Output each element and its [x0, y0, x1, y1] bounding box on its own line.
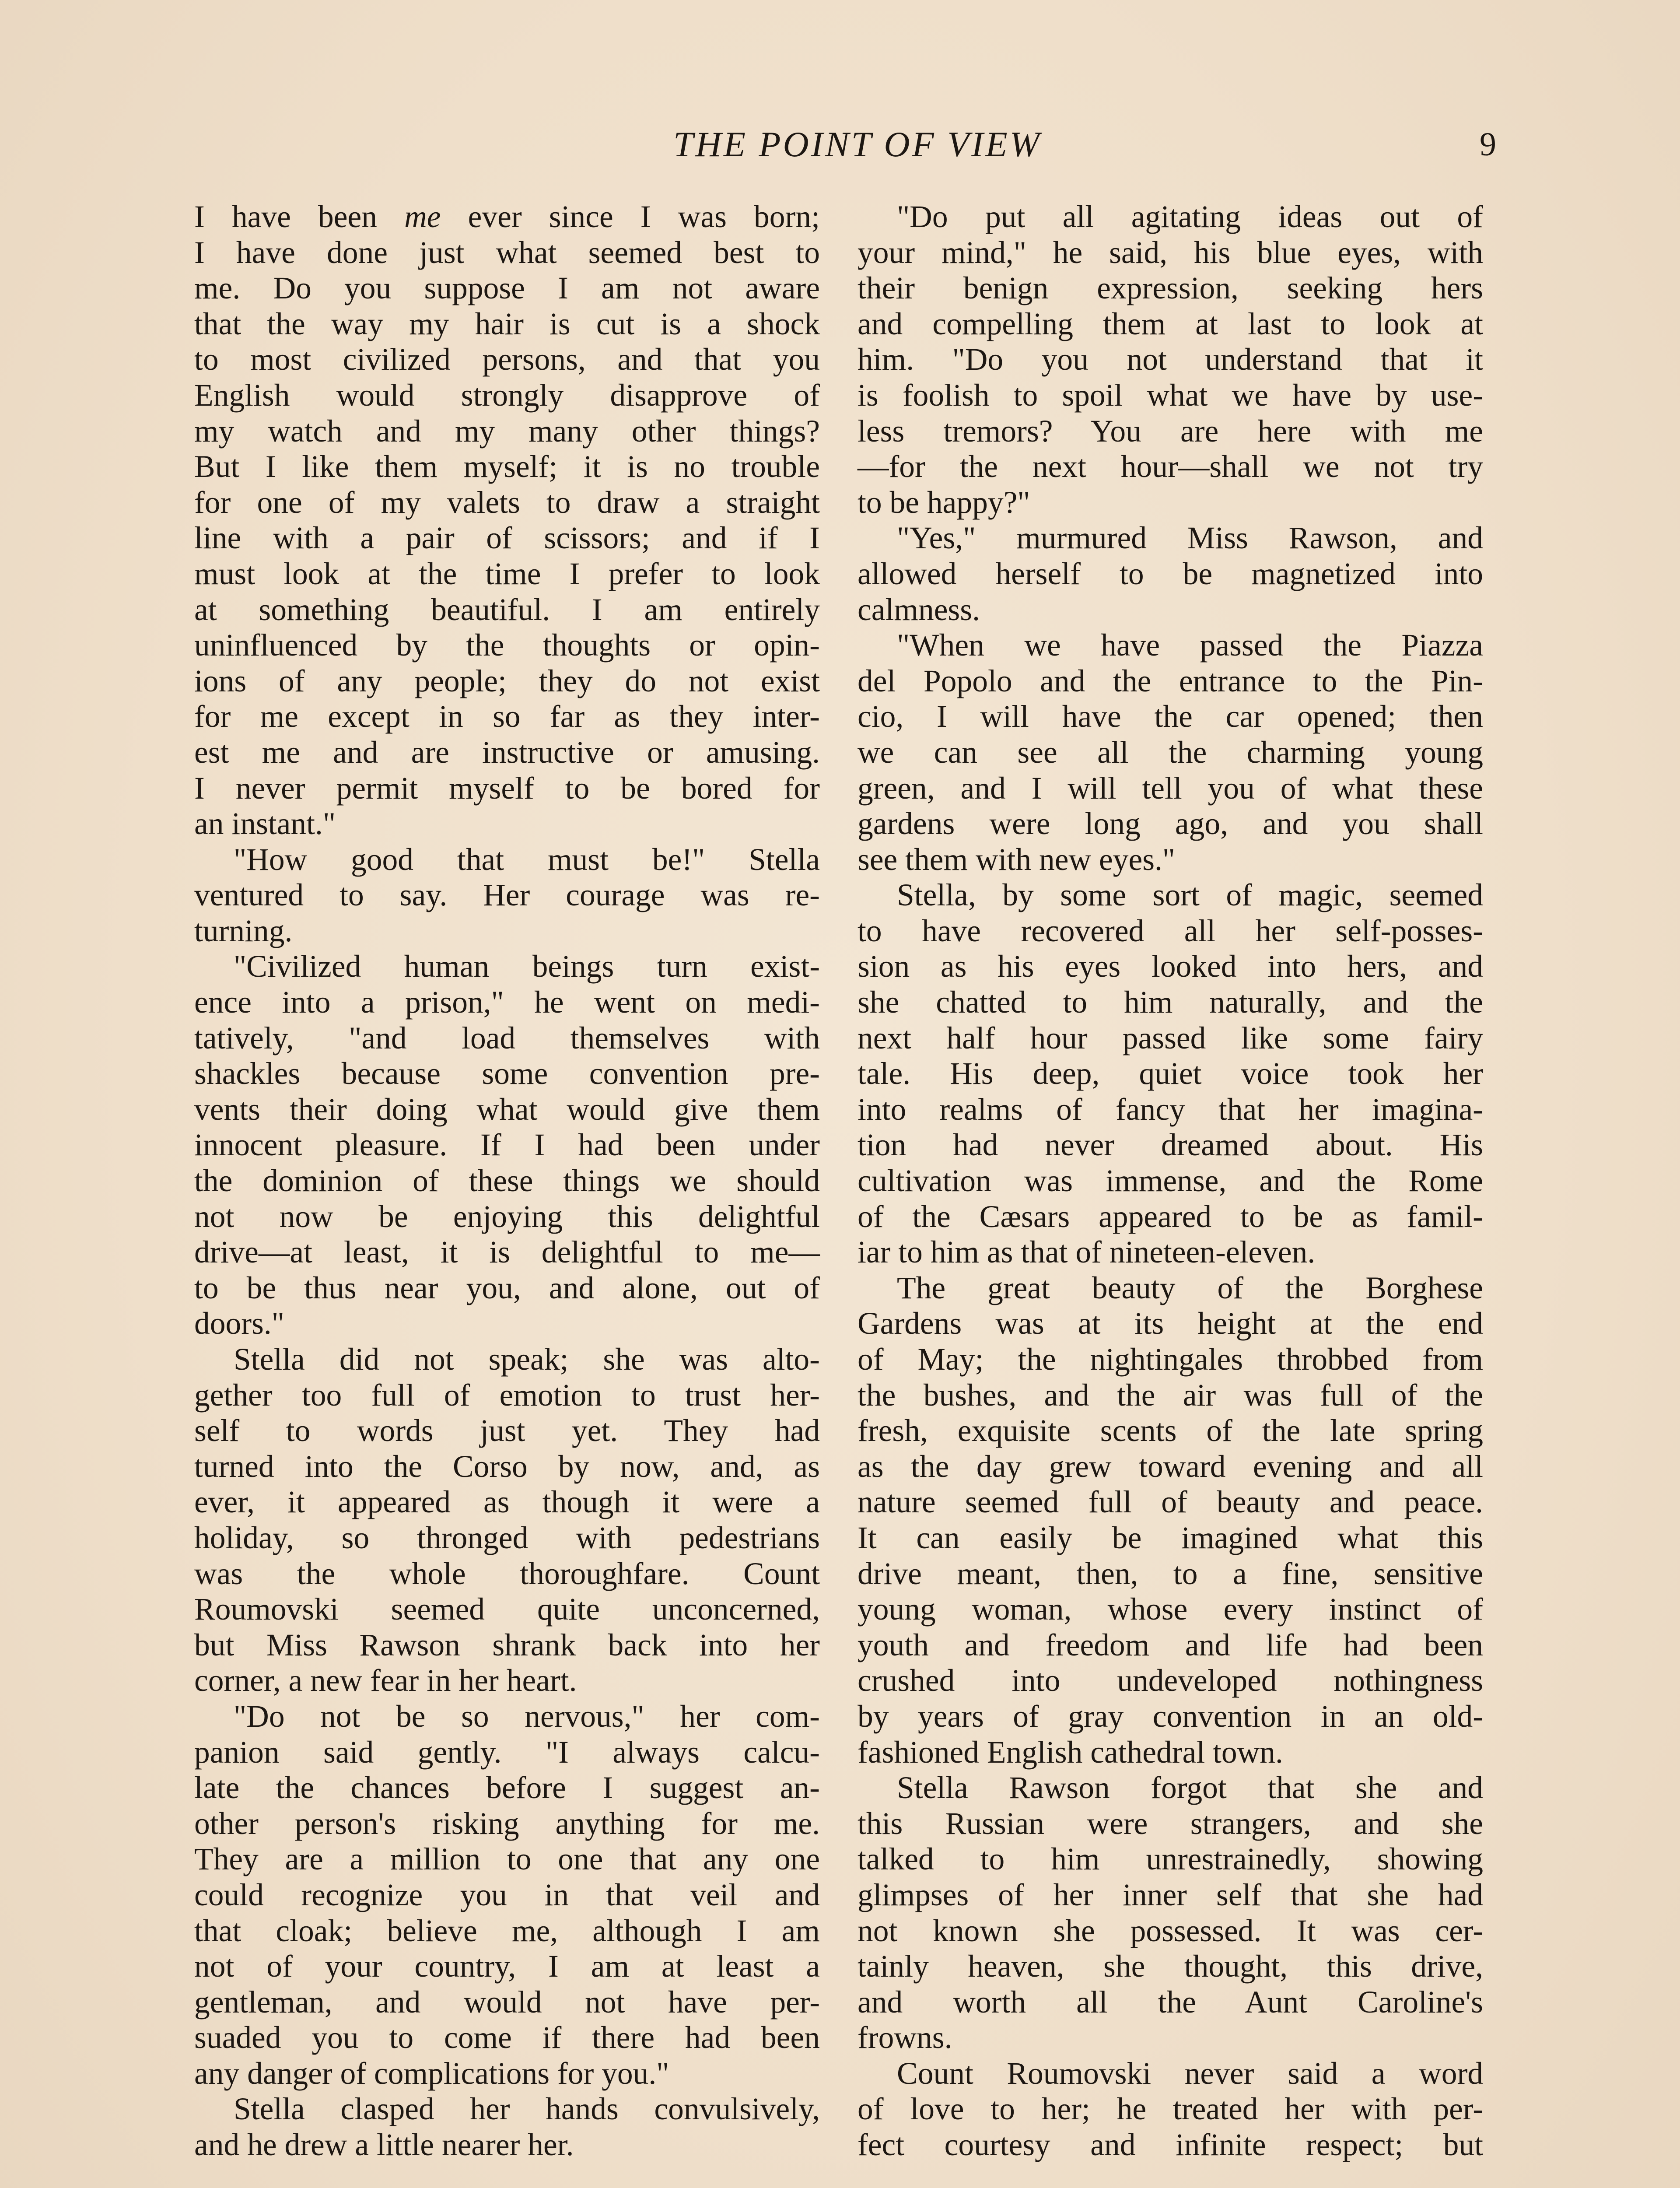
text-line: sion as his eyes looked into hers, and — [858, 949, 1483, 984]
text-line: late the chances before I suggest an- — [194, 1771, 820, 1806]
text-line: ions of any people; they do not exist — [194, 663, 820, 698]
text-line: Roumovski seemed quite unconcerned, — [194, 1592, 820, 1627]
text-line: see them with new eyes." — [858, 842, 1176, 877]
text-line: their benign expression, seeking hers — [858, 271, 1483, 306]
text-line: cultivation was immense, and the Rome — [858, 1164, 1483, 1199]
text-line: but Miss Rawson shrank back into her — [194, 1627, 820, 1662]
text-line: Count Roumovski never said a word — [897, 2056, 1483, 2091]
text-line: an instant." — [194, 806, 336, 842]
text-line: my watch and my many other things? — [194, 414, 820, 449]
text-line: fresh, exquisite scents of the late spring — [858, 1413, 1483, 1448]
text-line: nature seemed full of beauty and peace. — [858, 1485, 1483, 1520]
text-line: was the whole thoroughfare. Count — [194, 1556, 820, 1591]
text-line: "Civilized human beings turn exist- — [234, 949, 820, 984]
text-line: and he drew a little nearer her. — [194, 2128, 574, 2163]
text-line: "Do not be so nervous," her com- — [234, 1699, 820, 1734]
text-line: into realms of fancy that her imagina- — [858, 1092, 1483, 1127]
text-line: I never permit myself to be bored for — [194, 771, 820, 806]
text-line: uninfluenced by the thoughts or opin- — [194, 628, 820, 663]
text-line: calmness. — [858, 592, 980, 627]
text-line: ventured to say. Her courage was re- — [194, 878, 820, 913]
text-line: the bushes, and the air was full of the — [858, 1378, 1483, 1413]
text-line: fashioned English cathedral town. — [858, 1735, 1283, 1770]
text-line: They are a million to one that any one — [194, 1842, 820, 1877]
text-line: gentleman, and would not have per- — [194, 1985, 820, 2020]
text-line: allowed herself to be magnetized into — [858, 556, 1483, 591]
text-line: of May; the nightingales throbbed from — [858, 1342, 1483, 1377]
running-title: THE POINT OF VIEW — [673, 124, 1042, 164]
text-line: "How good that must be!" Stella — [234, 842, 820, 877]
text-line: corner, a new fear in her heart. — [194, 1663, 577, 1698]
text-line: of the Cæsars appeared to be as famil- — [858, 1199, 1483, 1234]
text-line: del Popolo and the entrance to the Pin- — [858, 663, 1483, 698]
text-line: panion said gently. "I always calcu- — [194, 1735, 820, 1770]
text-line: me. Do you suppose I am not aware — [194, 271, 820, 306]
left-text-column — [194, 199, 820, 2163]
text-line: turning. — [194, 913, 293, 948]
text-line: less tremors? You are here with me — [858, 414, 1483, 449]
text-line: gether too full of emotion to trust her- — [194, 1378, 820, 1413]
text-line: to have recovered all her self-posses- — [858, 913, 1483, 948]
text-line: for me except in so far as they inter- — [194, 699, 820, 734]
text-line: "Do put all agitating ideas out of — [897, 200, 1483, 234]
text-line: next half hour passed like some fairy — [858, 1020, 1483, 1055]
text-line: "Yes," murmured Miss Rawson, and — [897, 521, 1483, 556]
text-line: iar to him as that of nineteen-eleven. — [858, 1235, 1316, 1270]
text-line: this Russian were strangers, and she — [858, 1806, 1483, 1841]
text-line: to be thus near you, and alone, out of — [194, 1270, 820, 1305]
text-line: Stella Rawson forgot that she and — [897, 1771, 1483, 1806]
text-line: to be happy?" — [858, 485, 1030, 520]
text-line: tainly heaven, she thought, this drive, — [858, 1949, 1483, 1984]
page-header — [0, 118, 1680, 171]
text-line: talked to him unrestrainedly, showing — [858, 1842, 1483, 1877]
text-line: and compelling them at last to look at — [858, 306, 1483, 341]
text-line: holiday, so thronged with pedestrians — [194, 1520, 820, 1555]
text-line: cio, I will have the car opened; then — [858, 699, 1483, 734]
text-line: English would strongly disapprove of — [194, 378, 820, 413]
text-line: line with a pair of scissors; and if I — [194, 521, 820, 556]
right-text-column — [858, 199, 1483, 2163]
text-line: ence into a prison," he went on medi- — [194, 985, 820, 1020]
text-line: must look at the time I prefer to look — [194, 556, 820, 591]
text-line: innocent pleasure. If I had been under — [194, 1128, 820, 1163]
text-line: Stella, by some sort of magic, seemed — [897, 878, 1483, 913]
text-line: gardens were long ago, and you shall — [858, 806, 1483, 842]
text-line: drive—at least, it is delightful to me— — [194, 1235, 820, 1270]
text-line: crushed into undeveloped nothingness — [858, 1663, 1483, 1698]
text-line: "When we have passed the Piazza — [897, 628, 1483, 663]
text-line: the dominion of these things we should — [194, 1164, 820, 1199]
text-line: But I like them myself; it is no trouble — [194, 449, 820, 484]
text-line: other person's risking anything for me. — [194, 1806, 820, 1841]
text-line: we can see all the charming young — [858, 735, 1483, 770]
text-line: any danger of complications for you." — [194, 2056, 669, 2091]
text-line: doors." — [194, 1306, 284, 1341]
text-line: that the way my hair is cut is a shock — [194, 306, 820, 341]
text-line: drive meant, then, to a fine, sensitive — [858, 1556, 1483, 1591]
text-line: your mind," he said, his blue eyes, with — [858, 235, 1483, 270]
text-line: suaded you to come if there had been — [194, 2020, 820, 2055]
page-number: 9 — [1480, 126, 1496, 163]
text-line: that cloak; believe me, although I am — [194, 1913, 820, 1948]
text-line: It can easily be imagined what this — [858, 1520, 1483, 1555]
text-line: ever, it appeared as though it were a — [194, 1485, 820, 1520]
text-line: I have done just what seemed best to — [194, 235, 820, 270]
text-line: by years of gray convention in an old- — [858, 1699, 1483, 1734]
text-line: frowns. — [858, 2020, 952, 2055]
text-line: Gardens was at its height at the end — [858, 1306, 1483, 1341]
text-line: she chatted to him naturally, and the — [858, 985, 1483, 1020]
text-line: turned into the Corso by now, and, as — [194, 1449, 820, 1484]
text-line: vents their doing what would give them — [194, 1092, 820, 1127]
text-line: not now be enjoying this delightful — [194, 1199, 820, 1234]
text-line: young woman, whose every instinct of — [858, 1592, 1483, 1627]
text-line: Stella did not speak; she was alto- — [234, 1342, 820, 1377]
text-line: Stella clasped her hands convulsively, — [234, 2092, 820, 2127]
text-line: —for the next hour—shall we not try — [858, 449, 1483, 484]
text-line: I have been me ever since I was born; — [194, 200, 820, 234]
text-line: not of your country, I am at least a — [194, 1949, 820, 1984]
text-line: tatively, "and load themselves with — [194, 1020, 820, 1055]
text-line: glimpses of her inner self that she had — [858, 1877, 1483, 1912]
text-line: as the day grew toward evening and all — [858, 1449, 1483, 1484]
text-line: est me and are instructive or amusing. — [194, 735, 820, 770]
text-line: for one of my valets to draw a straight — [194, 485, 820, 520]
text-line: and worth all the Aunt Caroline's — [858, 1985, 1483, 2020]
text-line: not known she possessed. It was cer- — [858, 1913, 1483, 1948]
text-line: is foolish to spoil what we have by use- — [858, 378, 1483, 413]
text-line: The great beauty of the Borghese — [897, 1270, 1483, 1305]
text-line: him. "Do you not understand that it — [858, 342, 1483, 377]
text-line: green, and I will tell you of what these — [858, 771, 1483, 806]
text-line: shackles because some convention pre- — [194, 1056, 820, 1091]
text-line: at something beautiful. I am entirely — [194, 592, 820, 627]
text-line: fect courtesy and infinite respect; but — [858, 2128, 1483, 2163]
text-line: tion had never dreamed about. His — [858, 1128, 1483, 1163]
text-line: to most civilized persons, and that you — [194, 342, 820, 377]
text-line: of love to her; he treated her with per- — [858, 2092, 1483, 2127]
text-line: tale. His deep, quiet voice took her — [858, 1056, 1483, 1091]
text-line: youth and freedom and life had been — [858, 1627, 1483, 1662]
text-line: could recognize you in that veil and — [194, 1877, 820, 1912]
emphasized-word: me — [404, 200, 441, 234]
text-line: self to words just yet. They had — [194, 1413, 820, 1448]
